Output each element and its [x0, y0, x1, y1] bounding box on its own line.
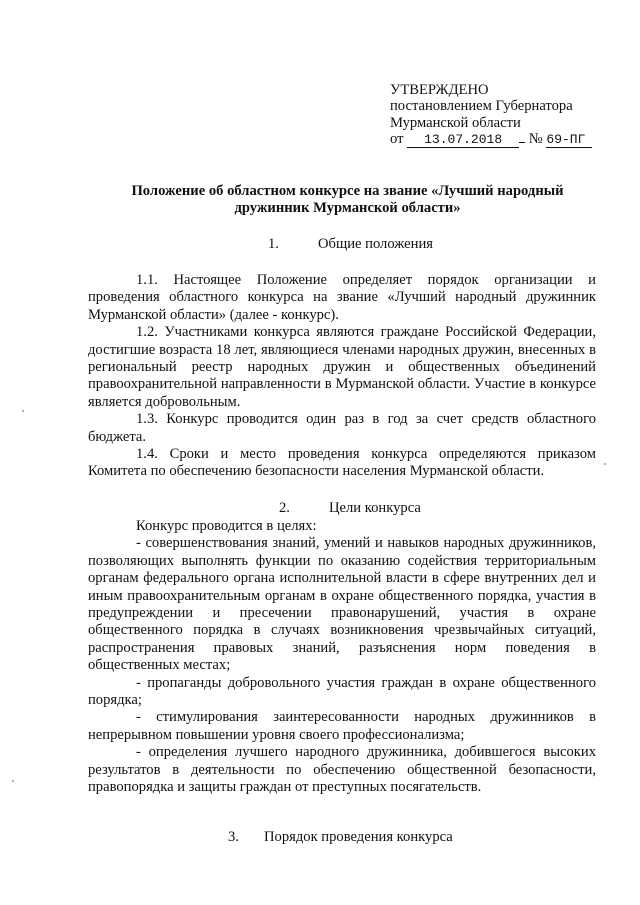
approval-number: 69-ПГ: [546, 133, 592, 148]
paragraph-1-1: 1.1. Настоящее Положение определяет порядок организации и проведения областного конкурса на звание «Лучший народный дружинник Мурманской области» (далее - конкурс).: [88, 272, 596, 323]
section-2-body: [88, 518, 596, 797]
section-2-title: Цели конкурса: [329, 500, 421, 516]
approval-date: 13.07.2018: [407, 133, 519, 148]
approval-line-1: постановлением Губернатора: [390, 98, 573, 115]
section-3-heading: [228, 829, 453, 846]
scan-speck: [604, 463, 606, 465]
goal-item: - совершенствования знаний, умений и навыков народных дружинников, позволяющих выполнять функции по оказанию содействия территориальным органам федерального органа исполнительной власти в сфере внутренних дел и иным правоохранительным органам в охране общественного порядка, участия в предупреждении и пресечении правонарушений, участия в охране общественного порядка в случаях возникновения чрезвычайных ситуаций, распространения правовых знаний, разъяснения норм поведения в общественных местах;: [88, 535, 596, 674]
section-1-number: 1.: [268, 236, 279, 252]
date-prefix: от: [390, 131, 404, 148]
section-1-heading: [268, 236, 433, 253]
scan-speck: [22, 410, 24, 412]
scan-speck: [12, 780, 14, 782]
section-2-heading: [279, 500, 421, 517]
approval-line-2: Мурманской области: [390, 114, 521, 131]
paragraph-1-4: 1.4. Сроки и место проведения конкурса определяются приказом Комитета по обеспечению безопасности населения Мурманской области.: [88, 446, 596, 480]
section-1-body: [88, 272, 596, 481]
section-3-number: 3.: [228, 829, 239, 845]
document-title: [100, 183, 595, 218]
section-2-intro: Конкурс проводится в целях:: [136, 518, 317, 534]
goal-item: - пропаганды добровольного участия граждан в охране общественного порядка;: [88, 674, 596, 709]
approval-date-line: [390, 131, 592, 148]
title-line-1: Положение об областном конкурсе на звание «Лучший народный: [131, 183, 564, 199]
paragraph-1-2: 1.2. Участниками конкурса являются граждане Российской Федерации, достигшие возраста 18 лет, являющиеся членами народных дружин, внесенных в региональный реестр народных дружин и общественных объединений правоохранительной направленности в Мурманской области. Участие в конкурсе является добровольным.: [88, 324, 596, 410]
goal-item: - определения лучшего народного дружинника, добившегося высоких результатов в деятельности по обеспечению общественной безопасности, правопорядка и защиты граждан от преступных посягательств.: [88, 744, 596, 796]
number-prefix: №: [528, 131, 543, 148]
approval-block: [390, 82, 592, 148]
paragraph-1-3: 1.3. Конкурс проводится один раз в год за счет средств областного бюджета.: [88, 411, 596, 445]
section-2-number: 2.: [279, 500, 290, 516]
goal-item: - стимулирования заинтересованности народных дружинников в непрерывном повышении уровня своего профессионализма;: [88, 709, 596, 743]
approval-heading: УТВЕРЖДЕНО: [390, 82, 489, 98]
section-1-title: Общие положения: [318, 236, 433, 252]
title-line-2: дружинник Мурманской области»: [234, 200, 461, 217]
section-3-title: Порядок проведения конкурса: [264, 829, 453, 845]
